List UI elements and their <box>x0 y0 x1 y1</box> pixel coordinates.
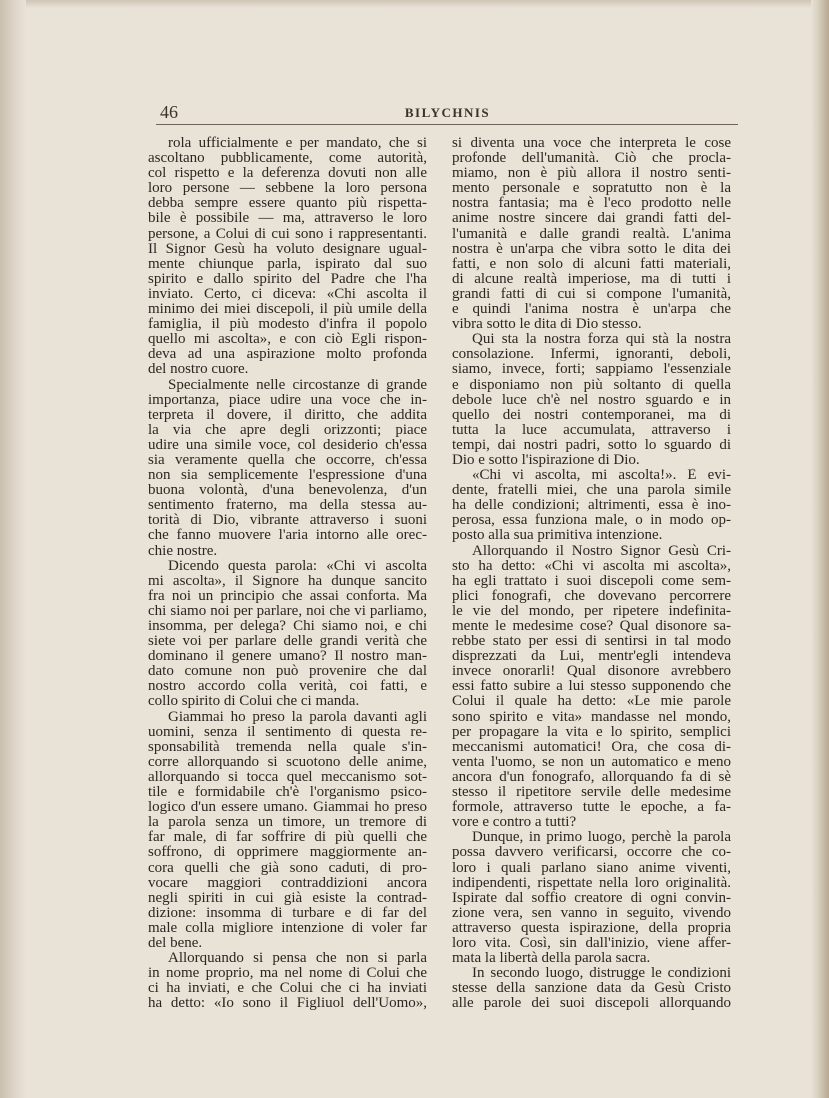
text-line: attraverso questa ispirazione, della propria <box>452 920 731 936</box>
text-line: insomma, per delega? Chi siamo noi, e chi <box>148 619 427 634</box>
text-line: del bene. <box>148 935 203 951</box>
text-column-left <box>148 136 427 1011</box>
text-line: si diventa una voce che interpreta le cose <box>452 136 731 151</box>
paragraph <box>148 559 427 710</box>
text-line: meccanismi automatici! Ora, che cosa di- <box>452 739 731 755</box>
text-line: chi siamo noi per parlare, noi che vi parliamo, <box>148 603 427 619</box>
text-line: e quindi l'anima nostra è un'arpa che <box>452 302 731 318</box>
text-line: inviato. Certo, ci diceva: «Chi ascolta il <box>148 286 427 302</box>
text-line: sponsabilità tremenda nella quale s'in- <box>148 739 427 755</box>
text-line: per propagare la vita e lo spirito, semplici <box>452 724 731 740</box>
paragraph <box>452 332 731 468</box>
text-line: debole luce ch'è nel nostro sguardo e in <box>452 392 731 408</box>
text-line: Giammai ho preso la parola davanti agli <box>168 709 427 725</box>
text-line: uomini, senza il sentimento di questa re- <box>148 724 427 740</box>
text-line: debba sempre essere quanto più rispetta- <box>148 196 427 212</box>
text-line: posto alla sua primitiva intenzione. <box>452 528 663 544</box>
text-line: nostra fantasia; ma è l'eco prodotto nelle <box>452 196 731 212</box>
text-line: vocare maggiori contraddizioni ancora <box>148 875 427 891</box>
text-line: Il Signor Gesù ha voluto designare ugual- <box>148 241 427 257</box>
text-line: col rispetto e la deferenza dovuti non alle <box>148 166 427 182</box>
text-line: di alcune realtà imperiose, ma di tutti i <box>452 271 731 287</box>
paragraph <box>148 136 427 378</box>
text-line: persone, a Colui di cui sono i rappresentanti. <box>148 226 427 242</box>
text-line: Specialmente nelle circostanze di grande <box>168 377 427 393</box>
paragraph <box>452 136 731 332</box>
text-line: sto ha detto: «Chi vi ascolta mi ascolta», <box>452 558 731 574</box>
text-line: Ispirate dal soffio creatore di ogni convin- <box>452 890 731 906</box>
text-line: Colui il quale ha detto: «Le mie parole <box>452 694 731 710</box>
text-line: ascoltano pubblicamente, come autorità, <box>148 151 427 167</box>
text-line: la via che apre degli orizzonti; piace <box>148 422 427 438</box>
page-right-edge <box>811 0 829 1098</box>
text-line: disprezzati da Lui, mentr'egli intendeva <box>452 649 731 665</box>
text-line: la parola senza un timore, un tremore di <box>148 815 427 831</box>
text-line: buona volontà, d'una benevolenza, d'un <box>148 483 427 499</box>
text-line: dente, fratelli miei, che una parola simile <box>452 483 731 499</box>
text-line: quello mi ascolta», e con ciò Egli rispon- <box>148 332 427 348</box>
text-line: udire una simile voce, col desiderio ch'essa <box>148 437 427 453</box>
text-line: siete voi per parlare delle grandi verità che <box>148 634 427 650</box>
text-line: perosa, essa funziona male, o in modo op- <box>452 513 731 529</box>
text-line: miamo, non è più allora il nostro senti- <box>452 166 731 182</box>
text-line: collo spirito di Colui che ci manda. <box>148 694 360 710</box>
text-line: e disponiamo non più soltanto di quella <box>452 377 731 393</box>
text-line: male colla migliore intenzione di voler far <box>148 920 427 936</box>
text-line: formole, attraverso tutte le epoche, a fa- <box>452 800 731 816</box>
text-line: mente chiunque parla, ispirato dal suo <box>148 256 427 272</box>
text-line: stesse della sanzione data da Gesù Cristo <box>452 981 731 997</box>
text-line: corre allorquando si scuotono delle anime, <box>148 754 427 770</box>
paragraph <box>452 468 731 543</box>
text-line: soffrono, di opprimere maggiormente an- <box>148 845 427 861</box>
text-line: nostra è un'arpa che vibra sotto le dita dei <box>452 241 731 257</box>
text-line: non sia semplicemente l'espressione d'una <box>148 468 427 484</box>
text-line: ha egli trattato i suoi discepoli come sem- <box>452 573 731 589</box>
text-line: sentimento fraterno, ma della stessa au- <box>148 498 427 514</box>
text-column-right <box>452 136 731 1011</box>
text-line: torità di Dio, vibrante attraverso i suoni <box>148 513 427 529</box>
text-line: Allorquando si pensa che non si parla <box>168 951 427 967</box>
text-line: ha delle condizioni; altrimenti, essa è ino- <box>452 498 731 514</box>
text-line: vore e contro a tutti? <box>452 815 577 831</box>
paragraph <box>452 966 731 1011</box>
text-line: allorquando si tocca quel meccanismo sot- <box>148 769 427 785</box>
text-line: terpreta il dovere, il diritto, che addita <box>148 407 427 423</box>
header-rule <box>156 124 738 125</box>
text-line: mente le medesime cose? Qual disonore sa- <box>452 619 731 634</box>
text-line: cora quelli che già sono caduti, di pro- <box>148 860 427 876</box>
text-line: Dicendo questa parola: «Chi vi ascolta <box>168 558 427 574</box>
text-line: far male, di far soffrire di più quelli che <box>148 830 427 846</box>
text-line: Qui sta la nostra forza qui stà la nostra <box>472 332 731 348</box>
text-line: ancora d'un fonografo, allorquando fa di sè <box>452 769 731 785</box>
text-line: rola ufficialmente e per mandato, che si <box>168 136 427 151</box>
text-line: chie nostre. <box>148 543 218 559</box>
text-line: quello dei nostri contemporanei, ma di <box>452 407 731 423</box>
paragraph <box>148 710 427 952</box>
text-line: Dunque, in primo luogo, perchè la parola <box>472 830 731 846</box>
text-line: dominano il genere umano? Il nostro man- <box>148 649 427 665</box>
text-line: grandi fatti di cui si compone l'umanità, <box>452 286 731 302</box>
text-line: anime nostre sincere dai grandi fatti del- <box>452 211 731 227</box>
text-line: profonde dell'umanità. Ciò che procla- <box>452 151 731 167</box>
text-line: Allorquando il Nostro Signor Gesù Cri- <box>472 543 731 559</box>
text-line: che fanno muovere l'aria intorno alle orec- <box>148 528 427 544</box>
text-line: rebbe stato per essi di sentirsi in tal modo <box>452 634 731 650</box>
text-line: tempi, dai nostri padri, sotto lo sguardo di <box>452 437 731 453</box>
text-line: sono spirito e vita» mandasse nel mondo, <box>452 709 731 725</box>
text-line: bile è possibile — ma, attraverso le loro <box>148 211 427 227</box>
text-line: loro vita. Così, sin dall'inizio, viene affer- <box>452 935 731 951</box>
text-line: mata la libertà della parola sacra. <box>452 951 651 967</box>
text-line: in nome proprio, ma nel nome di Colui che <box>148 966 427 982</box>
text-line: essi fatto subire a lui stesso supponendo che <box>452 679 731 695</box>
text-line: tile e formidabile ch'è l'organismo psico- <box>148 785 427 801</box>
text-line: importanza, piace udire una voce che in- <box>148 392 427 408</box>
text-line: plici fonografi, che dovevano percorrere <box>452 588 731 604</box>
text-line: minimo dei miei discepoli, il più umile della <box>148 302 427 318</box>
text-line: zione vera, sen vanno in seguito, vivendo <box>452 905 731 921</box>
text-line: sia veramente quella che occorre, ch'essa <box>148 452 427 468</box>
paragraph <box>452 830 731 966</box>
text-line: stesso il ripetitore servile delle medesime <box>452 785 731 801</box>
page-number: 46 <box>160 102 178 122</box>
page-gutter-shadow <box>0 0 26 1098</box>
text-line: In secondo luogo, distrugge le condizioni <box>472 966 731 982</box>
text-line: le vie del mondo, per ripetere indefinita- <box>452 603 731 619</box>
text-line: consolazione. Infermi, ignoranti, deboli, <box>452 347 731 363</box>
text-line: vibra sotto le dita di Dio stesso. <box>452 317 642 333</box>
text-line: loro i quali parlano siano anime viventi, <box>452 860 731 876</box>
page-header <box>160 102 735 126</box>
text-line: ha detto: «Io sono il Figliuol dell'Uomo», <box>148 996 427 1012</box>
text-line: deva ad una aspirazione molto profonda <box>148 347 427 363</box>
text-line: fatti, e non solo di alcuni fatti materiali, <box>452 256 731 272</box>
text-line: negli spiriti in cui già esiste la contrad- <box>148 890 427 906</box>
paragraph <box>452 544 731 831</box>
text-line: invece onorarli! Qual disonore avrebbero <box>452 664 731 680</box>
text-line: nostro accordo colla verità, coi fatti, e <box>148 679 427 695</box>
text-line: spirito e dallo spirito del Padre che l'ha <box>148 271 427 287</box>
text-line: del nostro cuore. <box>148 362 249 378</box>
text-line: l'umanità e dalle grandi realtà. L'anima <box>452 226 731 242</box>
paragraph <box>148 378 427 559</box>
text-line: venta l'uomo, se non un automatico e meno <box>452 754 731 770</box>
text-line: dato comune non può provenire che dal <box>148 664 427 680</box>
text-line: ci ha inviati, e che Colui che ci ha inviati <box>148 981 427 997</box>
text-line: fra noi un principio che assai conforta. Ma <box>148 588 427 604</box>
text-line: mento personale e sopratutto non è la <box>452 181 731 197</box>
text-line: famiglia, il più modesto d'infra il popolo <box>148 317 427 333</box>
paragraph <box>148 951 427 1011</box>
text-line: possa davvero verificarsi, occorre che co- <box>452 845 731 861</box>
text-line: dizione: insomma di turbare e di far del <box>148 905 427 921</box>
text-line: «Chi vi ascolta, mi ascolta!». È evi- <box>472 468 731 484</box>
running-head: BILYCHNIS <box>404 105 491 120</box>
text-line: loro persone — sebbene la loro persona <box>148 181 427 197</box>
text-line: mi ascolta», il Signore ha dunque sancito <box>148 573 427 589</box>
text-line: siamo, invece, forti; sappiamo l'essenziale <box>452 362 731 378</box>
text-line: logico d'un essere umano. Giammai ho preso <box>148 800 427 816</box>
text-line: alle parole dei suoi discepoli allorquando <box>452 996 731 1012</box>
text-line: tutta la luce accumulata, attraverso i <box>452 422 731 438</box>
text-line: Dio e sotto l'ispirazione di Dio. <box>452 452 640 468</box>
text-line: indipendenti, rispettate nella loro originalità. <box>452 875 731 891</box>
page-top-edge <box>0 0 829 8</box>
